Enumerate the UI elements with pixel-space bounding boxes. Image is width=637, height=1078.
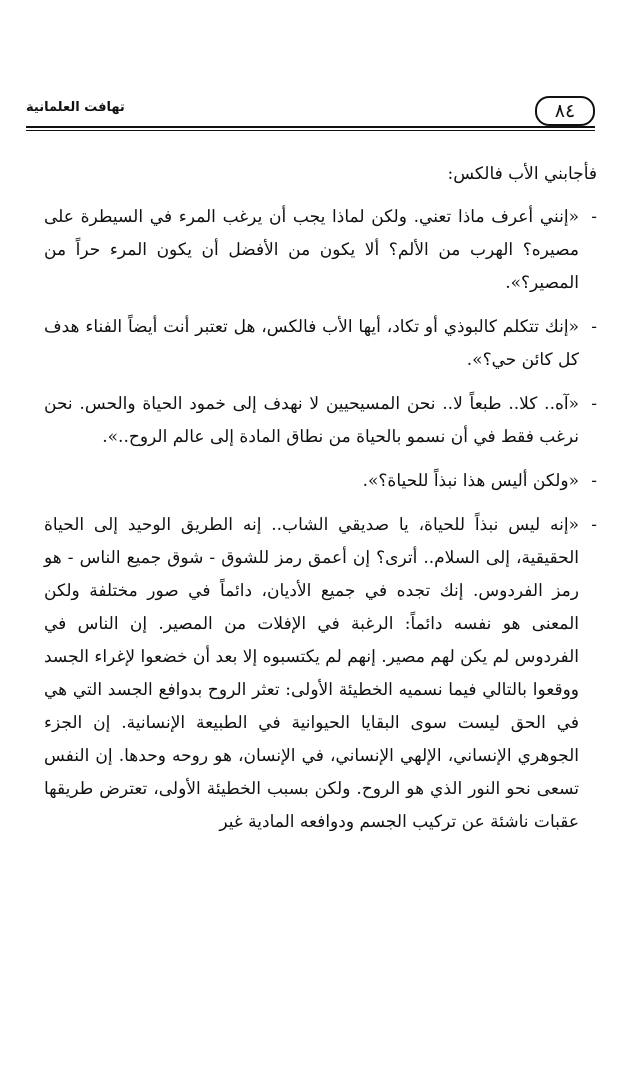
dialogue-item bbox=[44, 388, 597, 454]
page-number: ٨٤ bbox=[535, 96, 595, 126]
dialogue-dash: - bbox=[591, 515, 597, 535]
dialogue-text: «إنني أعرف ماذا تعني. ولكن لماذا يجب أن يرغب المرء في السيطرة على مصيره؟ الهرب من الألم؟ ألا يكون من الأفضل أن يكون المرء حراً من المصير؟». bbox=[44, 207, 579, 293]
dialogue-item bbox=[44, 509, 597, 839]
header-rule-thin bbox=[26, 130, 595, 131]
intro-line: فأجابني الأب فالكس: bbox=[447, 164, 597, 184]
dialogue-text: «إنك تتكلم كالبوذي أو تكاد، أيها الأب فالكس، هل تعتبر أنت أيضاً الفناء هدف كل كائن حي؟». bbox=[44, 317, 579, 370]
dialogue-text: «آه.. كلا.. طبعاً لا.. نحن المسيحيين لا نهدف إلى خمود الحياة والحس. نحن نرغب فقط في أن نسمو بالحياة من نطاق المادة إلى عالم الروح..». bbox=[44, 394, 579, 447]
dialogue-text: «إنه ليس نبذاً للحياة، يا صديقي الشاب.. إنه الطريق الوحيد إلى الحياة الحقيقية، إلى السلام.. أترى؟ إن أعمق رمز للشوق - شوق جميع الناس - هو رمز الفردوس. إنك تجده في جميع الأديان، دائماً في صور مختلفة ولكن المعنى هو نفسه دائماً: الرغبة في الإفلات من المصير. إن الناس في الفردوس لم يكن لهم مصير. إنهم لم يكتسبوه إلا بعد أن خضعوا لإغراء الجسد ووقعوا بالتالي فيما نسميه الخطيئة الأولى: تعثر الروح بدوافع الجسد التي هي في الحق ليست سوى البقايا الحيوانية في الطبيعة الإنسانية. إن الجزء الجوهري الإنساني، الإلهي الإنساني، في الإنسان، هو روحه وحدها. إن النفس تسعى نحو النور الذي هو الروح. ولكن بسبب الخطيئة الأولى، تعترض طريقها عقبات ناشئة عن تركيب الجسم ودوافعه المادية غير bbox=[44, 515, 579, 832]
running-title: تهافت العلمانية bbox=[26, 100, 125, 115]
dialogue-text: «ولكن أليس هذا نبذاً للحياة؟». bbox=[362, 471, 579, 491]
dialogue-dash: - bbox=[591, 207, 597, 227]
dialogue-item bbox=[44, 311, 597, 377]
page-body bbox=[44, 158, 597, 850]
dialogue-dash: - bbox=[591, 471, 597, 491]
dialogue-item bbox=[44, 465, 597, 498]
header-rule-thick bbox=[26, 126, 595, 128]
dialogue-dash: - bbox=[591, 317, 597, 337]
page-header bbox=[26, 96, 595, 126]
dialogue-dash: - bbox=[591, 394, 597, 414]
dialogue-item bbox=[44, 201, 597, 300]
